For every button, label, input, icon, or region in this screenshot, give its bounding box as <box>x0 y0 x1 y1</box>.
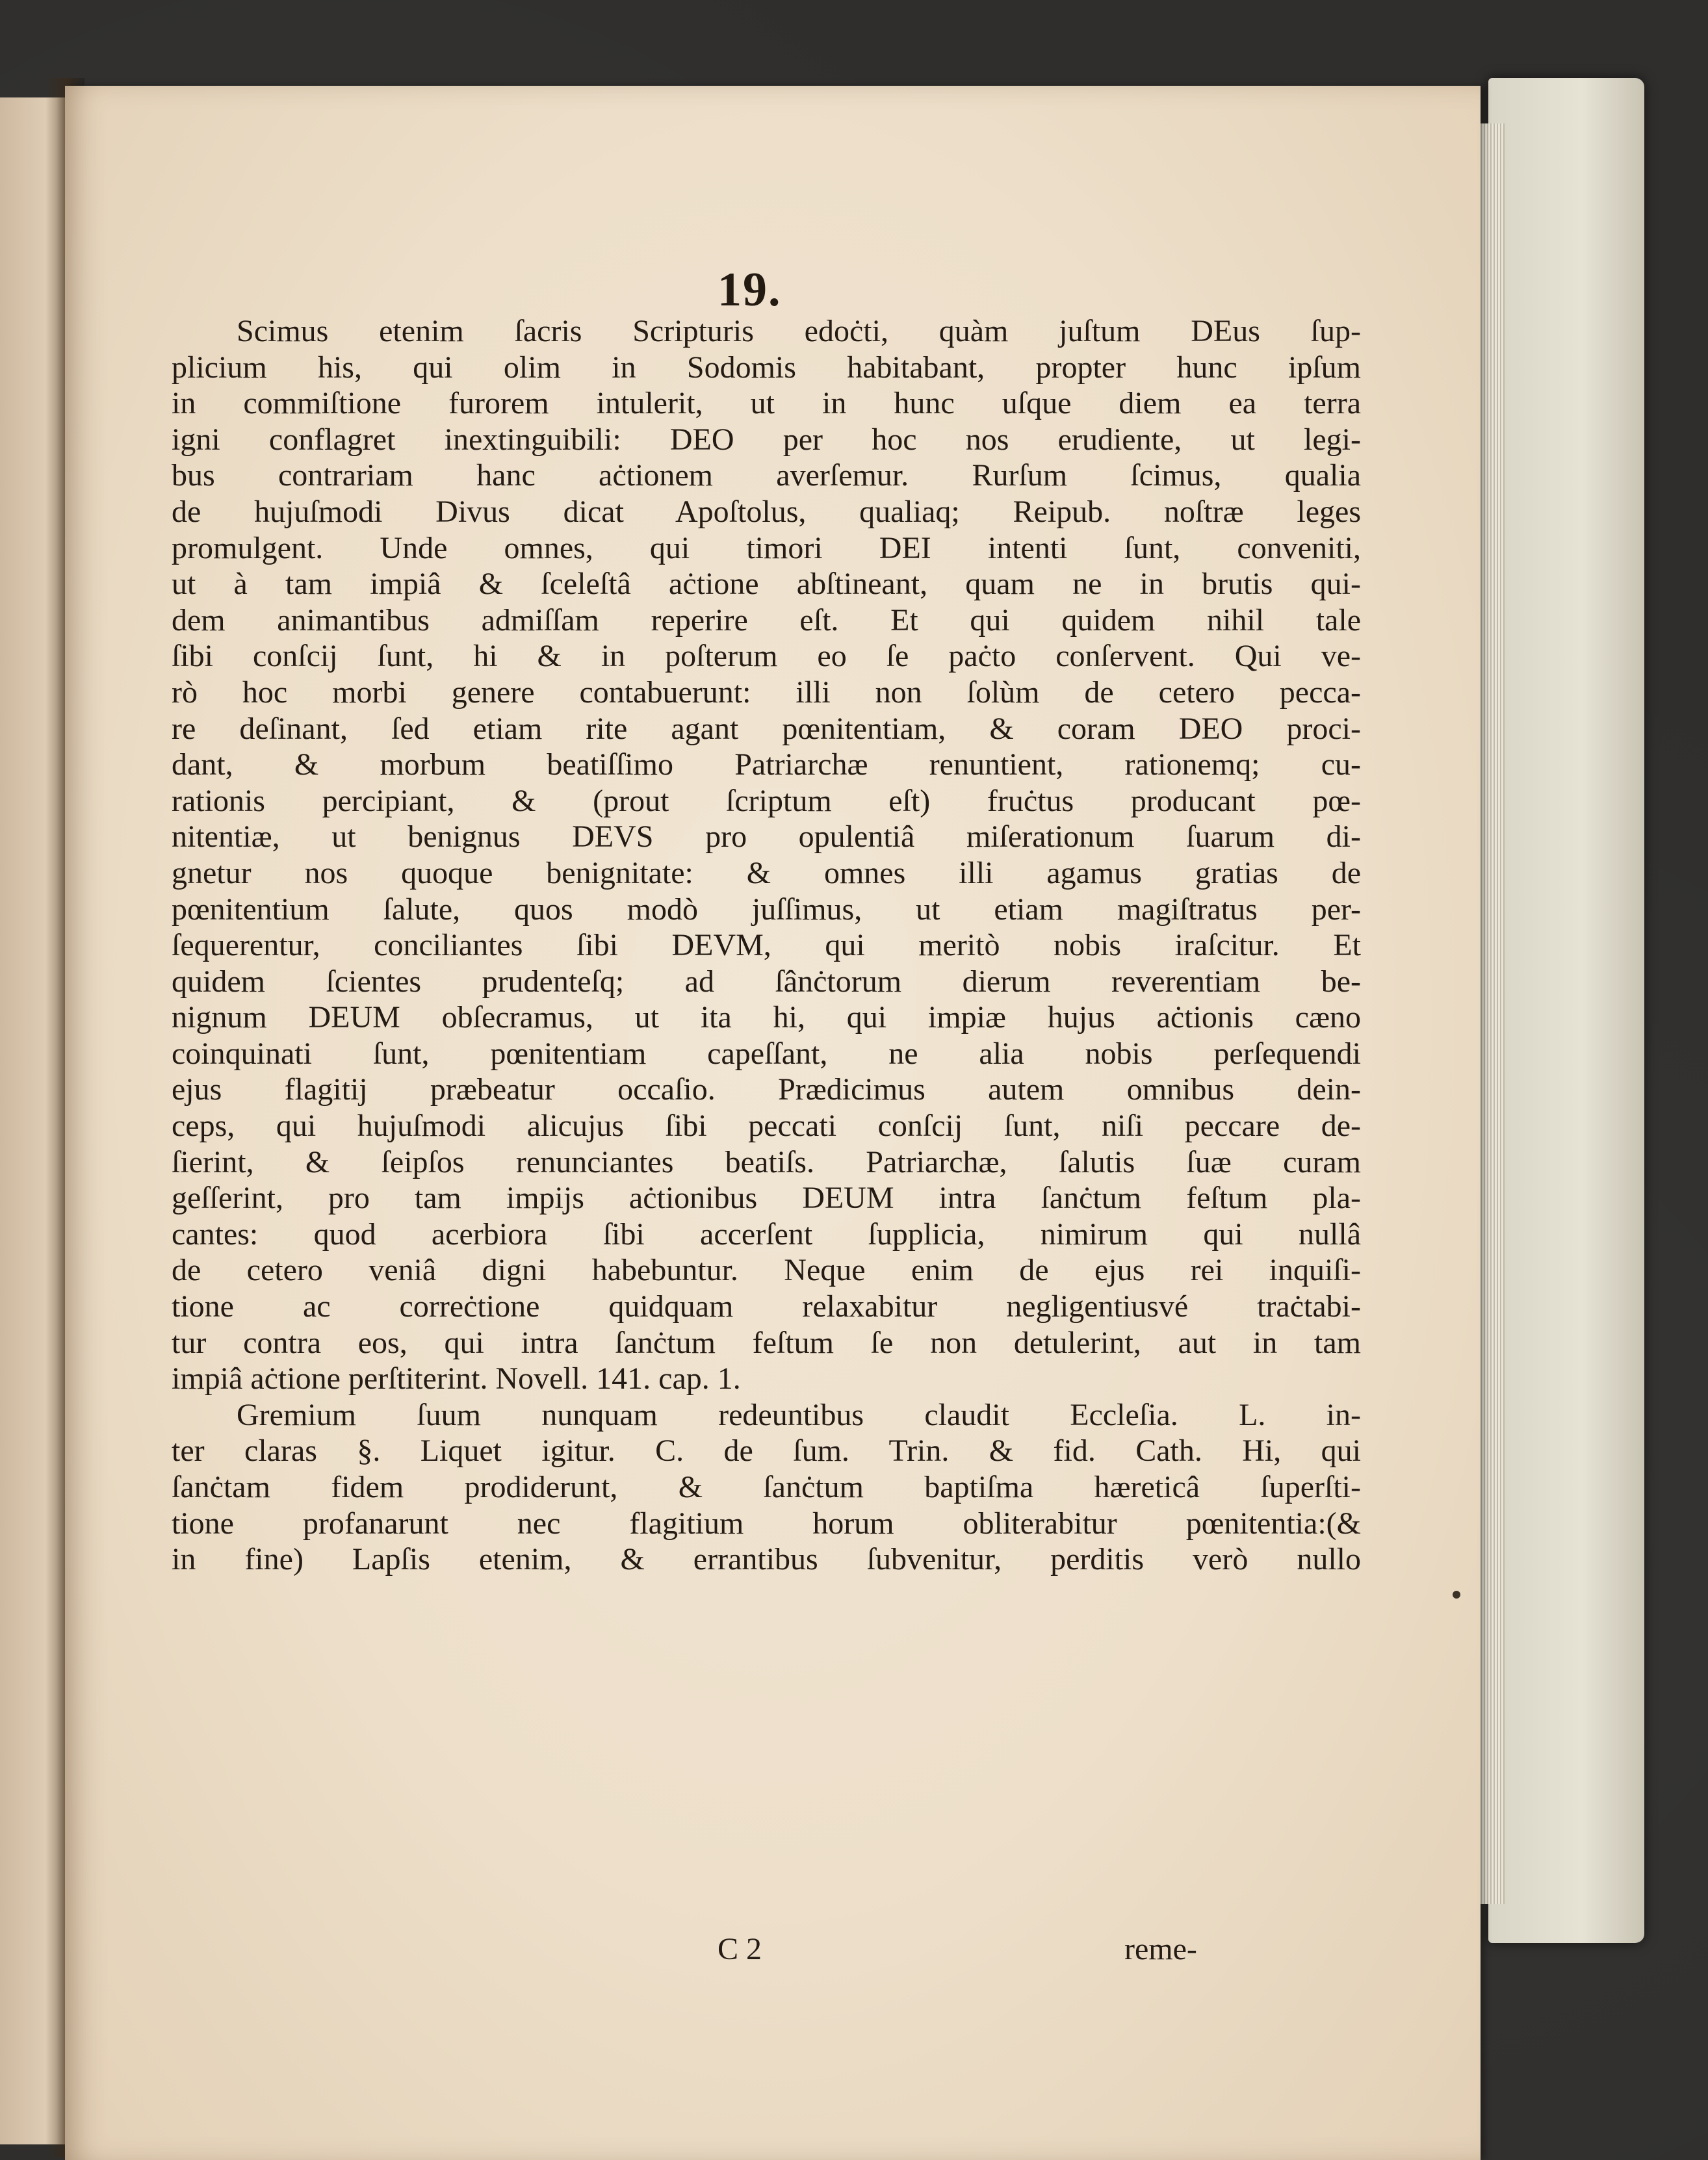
signature-mark: C 2 <box>718 1932 762 1966</box>
text-line: ſierint, & ſeipſos renunciantes beatiſs. Patriarchæ, ſalutis ſuæ curam <box>172 1144 1361 1179</box>
page-footer <box>65 1931 1481 1970</box>
text-line: cantes: quod acerbiora ſibi accerſent ſupplicia, nimirum qui nullâ <box>172 1216 1361 1252</box>
text-line: tione profanarunt nec flagitium horum obliterabitur pœnitentia:(& <box>172 1506 1361 1541</box>
text-line: ter claras §. Liquet igitur. C. de ſum. Trin. & fid. Cath. Hi, qui <box>172 1434 1361 1469</box>
text-line: nitentiæ, ut benignus DEVS pro opulentiâ miſerationum ſuarum di- <box>172 819 1361 855</box>
text-line: tione ac correċtione quidquam relaxabitur negligentiusvé traċtabi- <box>172 1289 1361 1324</box>
text-line: impiâ aċtione perſtiterint. Novell. 141. cap. 1. <box>172 1361 741 1396</box>
text-line: dant, & morbum beatiſſimo Patriarchæ renuntient, rationemq; cu- <box>172 747 1361 782</box>
page-edges <box>1479 123 1505 1904</box>
text-line: promulgent. Unde omnes, qui timori DEI intenti ſunt, conveniti, <box>172 530 1361 565</box>
text-line: tur contra eos, qui intra ſanċtum feſtum ſe non detulerint, aut in tam <box>172 1325 1361 1360</box>
text-line: in commiſtione furorem intulerit, ut in hunc uſque diem ea terra <box>172 386 1361 421</box>
text-line: gnetur nos quoque benignitate: & omnes illi agamus gratias de <box>172 855 1361 890</box>
text-line: re deſinant, ſed etiam rite agant pœnitentiam, & coram DEO proci- <box>172 711 1361 746</box>
text-line: de cetero veniâ digni habebuntur. Neque enim de ejus rei inquiſi- <box>172 1253 1361 1288</box>
text-line: ceps, qui hujuſmodi alicujus ſibi peccati conſcij ſunt, niſi peccare de- <box>172 1109 1361 1144</box>
text-line: rò hoc morbi genere contabuerunt: illi non ſolùm de cetero pecca- <box>172 675 1361 710</box>
text-line: ſequerentur, conciliantes ſibi DEVM, qui meritò nobis iraſcitur. Et <box>172 928 1361 963</box>
text-line: de hujuſmodi Divus dicat Apoſtolus, qualiaq; Reipub. noſtræ leges <box>172 494 1361 529</box>
back-page-stack <box>1488 78 1644 1943</box>
body-text <box>172 313 1361 1578</box>
stray-ink-dot <box>1453 1591 1460 1599</box>
text-line: quidem ſcientes prudenteſq; ad ſânċtorum dierum reverentiam be- <box>172 964 1361 999</box>
page-number: 19. <box>718 263 782 316</box>
text-line: Gremium ſuum nunquam redeuntibus claudit Eccleſia. L. in- <box>237 1397 1361 1432</box>
text-line: dem animantibus admiſſam reperire eſt. Et qui quidem nihil tale <box>172 602 1361 637</box>
text-line: pœnitentium ſalute, quos modò juſſimus, ut etiam magiſtratus per- <box>172 892 1361 927</box>
text-line: rationis percipiant, & (prout ſcriptum eſt) fruċtus producant pœ- <box>172 783 1361 818</box>
book-page <box>65 86 1481 2160</box>
text-line: plicium his, qui olim in Sodomis habitabant, propter hunc ipſum <box>172 350 1361 385</box>
text-line: Scimus etenim ſacris Scripturis edoċti, quàm juſtum DEus ſup- <box>237 314 1361 348</box>
text-line: coinquinati ſunt, pœnitentiam capeſſant, ne alia nobis perſequendi <box>172 1036 1361 1071</box>
text-line: geſſerint, pro tam impijs aċtionibus DEUM intra ſanċtum feſtum pla- <box>172 1181 1361 1216</box>
text-line: in fine) Lapſis etenim, & errantibus ſubvenitur, perditis verò nullo <box>172 1542 1361 1577</box>
text-line: igni conflagret inextinguibili: DEO per hoc nos erudiente, ut legi- <box>172 422 1361 457</box>
text-line: nignum DEUM obſecramus, ut ita hi, qui impiæ hujus aċtionis cæno <box>172 1000 1361 1035</box>
text-line: ut à tam impiâ & ſceleſtâ aċtione abſtineant, quam ne in brutis qui- <box>172 567 1361 602</box>
text-line: ſibi conſcij ſunt, hi & in poſterum eo ſe paċto conſervent. Qui ve- <box>172 639 1361 674</box>
text-line: ejus flagitij præbeatur occaſio. Prædicimus autem omnibus dein- <box>172 1072 1361 1107</box>
catchword: reme- <box>1124 1932 1197 1966</box>
text-line: ſanċtam fidem prodiderunt, & ſanċtum baptiſma hæreticâ ſuperſti- <box>172 1470 1361 1504</box>
text-line: bus contrariam hanc aċtionem averſemur. Rurſum ſcimus, qualia <box>172 458 1361 493</box>
